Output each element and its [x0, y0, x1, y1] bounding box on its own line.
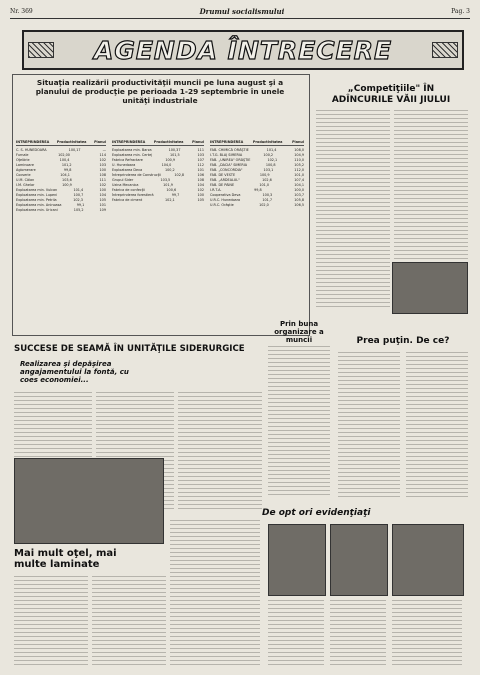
portrait-text-1	[268, 600, 324, 666]
table-cell-value: 100,4	[59, 158, 70, 162]
table-cell-value: 112,0	[294, 168, 304, 172]
table-cell-value: 100	[99, 168, 106, 172]
table-cell-value: 100,9	[62, 183, 72, 187]
table-cell-value: 107,4	[294, 178, 304, 182]
table-cell-value: 102,3	[73, 198, 83, 202]
table-cell-value: 101	[99, 203, 106, 207]
table-cell-value: 112	[197, 163, 204, 167]
concurs-headline: „Competiţiile" ÎN ADÎNCURILE VĂII JIULUI	[331, 84, 451, 105]
table-cell-value: 102,1	[267, 158, 278, 162]
portrait-text-3	[392, 600, 462, 666]
table-cell-value: 104,0	[161, 163, 172, 167]
newspaper-title: Drumul socialismului	[199, 6, 285, 16]
table-cell-name: Fabrica Refractare	[112, 158, 143, 162]
table-cell-name: U.M. Călan	[16, 178, 35, 182]
table-cell-value: 101,2	[61, 163, 72, 167]
table-cell-name: Exploatarea min. Certej	[112, 153, 153, 157]
table-header	[112, 140, 204, 146]
table-cell-name: FAB. „UNIREA" ORĂŞTIE	[210, 158, 251, 162]
agenda-banner	[22, 30, 464, 70]
page-header	[10, 6, 470, 16]
table-cell-name: I.M. Ghelar	[16, 183, 35, 187]
table-cell-value: 103,7	[294, 193, 304, 197]
table-header-cell: INTREPRINDEREA	[210, 140, 244, 144]
table-cell-value: 102,1	[165, 198, 175, 202]
otel-headline: Mai mult oţel, mai multe laminate	[14, 548, 117, 570]
table-cell-value: 102,00	[58, 153, 70, 157]
prea-text-2	[406, 352, 468, 500]
table-cell-name: I.R.T.A.	[210, 188, 222, 192]
table-cell-name: Fabrica de ciment	[112, 198, 143, 202]
table-cell-value: 111	[197, 148, 204, 152]
table-cell-name: Exploatarea min. Lupeni	[16, 193, 58, 197]
table-cell-name: FAB. DE VESTE	[210, 173, 236, 177]
table-cell-value: 104,1	[294, 183, 304, 187]
table-cell-name: FAB. „DACIA" SIMERIA	[210, 163, 248, 167]
otel-text-2	[92, 576, 166, 668]
table-cell-value: 100,8	[265, 163, 276, 167]
table-header-cell: INTREPRINDEREA	[112, 140, 146, 144]
table-cell-value: 102	[197, 188, 204, 192]
table-cell-value: 114	[99, 153, 106, 157]
table-cell-name: FAB. „CONCORDIA"	[210, 168, 243, 172]
table-cell-name: Exploatarea Deva	[112, 168, 143, 172]
concurs-text-1	[316, 110, 390, 310]
table-cell-name: Cooperativa Deva	[210, 193, 241, 197]
table-cell-value: 106	[197, 173, 204, 177]
table-cell-value: 105,2	[294, 163, 304, 167]
table-cell-name: Întreprinderea de Construcţii	[112, 173, 161, 177]
banner-deco-right	[432, 42, 458, 58]
table-cell-value: 104,1	[60, 173, 70, 177]
portrait-text-2	[330, 600, 386, 666]
table-cell-value: 106,5	[294, 203, 304, 207]
prea-text-1	[338, 352, 400, 500]
table-cell-value: 99,8	[254, 188, 262, 192]
table-cell-value: 105	[197, 198, 204, 202]
prea-headline: Prea puţin. De ce?	[356, 336, 450, 346]
table-cell-value: 100,2	[164, 168, 175, 172]
table-header	[16, 140, 106, 146]
table-cell-value: 104	[197, 183, 204, 187]
table-cell-value: 99,1	[76, 203, 85, 207]
table-cell-name: Aglomerare	[16, 168, 36, 172]
table-cell-name: I.T.G. BLAJ SIMERIA	[210, 153, 243, 157]
table-cell-name: Oţelărie	[16, 158, 30, 162]
table-cell-name: Fabrica de confecţii	[112, 188, 145, 192]
table-cell-value: 100	[99, 188, 106, 192]
table-header-cell: Planul	[94, 140, 106, 144]
table-cell-name: Furnale	[16, 153, 29, 157]
sider-photo	[14, 458, 164, 544]
table-header	[210, 140, 304, 146]
table-cell-name: Laminoare	[16, 163, 34, 167]
table-cell-value: 100	[197, 193, 204, 197]
table-cell-value: 101	[197, 168, 204, 172]
table-cell-value: 110,0	[294, 158, 304, 162]
table-cell-value: 103,5	[160, 178, 171, 182]
table-cell-name: U.R.C. Hunedoara	[210, 198, 241, 202]
table-cell-name: Uzina Mecanica	[112, 183, 139, 187]
header-rule	[10, 18, 470, 19]
page-number: Pag. 3	[451, 7, 470, 15]
table-cell-value: 101,0	[259, 183, 270, 187]
sider-headline: SUCCESE DE SEAMĂ ÎN UNITĂŢILE SIDERURGICE	[14, 344, 245, 354]
prin-text	[268, 346, 330, 496]
otel-text-1	[14, 576, 88, 668]
table-header-cell: Productivitatea	[56, 140, 87, 144]
table-cell-value: 107	[197, 158, 204, 162]
table-cell-value: 102,8	[174, 173, 185, 177]
table-cell-value: 109	[99, 208, 106, 212]
situation-table-col2	[112, 140, 204, 203]
table-cell-value: 108	[197, 178, 204, 182]
table-cell-value: 108	[99, 173, 106, 177]
table-cell-name: FAB. „ARDEALUL"	[210, 178, 240, 182]
table-cell-value: 101,4	[266, 148, 277, 152]
table-cell-name: Exploatarea min. Barza	[112, 148, 152, 152]
table-cell-name: U. Hunedoara	[112, 163, 136, 167]
table-cell-name: FAB. CHIMICĂ ORĂŞTIE	[210, 148, 249, 152]
table-cell-name: Exploatarea min. Uricani	[16, 208, 58, 212]
table-header-cell: Planul	[192, 140, 204, 144]
table-cell-value: 103	[99, 163, 106, 167]
issue-number: Nr. 369	[10, 7, 33, 15]
table-cell-value: 104	[99, 193, 106, 197]
table-cell-name: Cocserie	[16, 173, 31, 177]
table-cell-value: 100,9	[259, 173, 270, 177]
table-cell-value: 101,9	[163, 183, 173, 187]
table-header-cell: Planul	[292, 140, 304, 144]
table-cell-value: 102,0	[259, 203, 269, 207]
table-header-cell: INTREPRINDEREA	[16, 140, 50, 144]
table-row	[112, 198, 204, 203]
situation-title: Situaţia realizării productivităţii muncii pe luna august şi a planului de producţie pe perioada 1-29 septembrie în unele unităţi industriale	[35, 78, 285, 105]
table-row	[210, 203, 304, 208]
table-cell-value: 104,9	[294, 153, 304, 157]
table-cell-name: Exploatarea min. Aninoasa	[16, 203, 62, 207]
situation-table-col1	[16, 140, 106, 213]
table-cell-value: 101,0	[294, 173, 304, 177]
table-cell-value: 105,2	[73, 208, 84, 212]
portrait-1	[268, 524, 326, 596]
table-cell-name: C. S. HUNEDOARA	[16, 148, 47, 152]
portrait-3	[392, 524, 464, 596]
table-cell-value: 101,4	[73, 188, 84, 192]
table-cell-name: Întreprinderea forestieră	[112, 193, 154, 197]
prin-headline: Prin buna organizare a muncii	[274, 320, 324, 344]
table-header-cell: Productivitatea	[153, 140, 184, 144]
table-cell-value: 108,0	[294, 148, 304, 152]
table-cell-value: 100,2	[263, 153, 274, 157]
table-cell-value: 102	[99, 183, 106, 187]
table-cell-value: 100,6	[166, 188, 177, 192]
sider-subheadline: Realizarea şi depăşirea angajamentului la fontă, cu coes economiei...	[20, 360, 129, 384]
table-cell-value: 102	[99, 158, 106, 162]
table-cell-value: 103,6	[62, 178, 72, 182]
table-cell-value: 100,37	[168, 148, 181, 152]
table-cell-value: 101,7	[262, 198, 273, 202]
table-cell-name: U.R.C. Orăştie	[210, 203, 234, 207]
table-cell-value: 100,0	[294, 188, 304, 192]
table-cell-value: 102,6	[262, 178, 272, 182]
table-cell-value: 100,17	[68, 148, 81, 152]
table-cell-value: 103	[197, 153, 204, 157]
banner-title: AGENDA ÎNTRECERE	[93, 35, 393, 65]
table-cell-value: 101,5	[169, 153, 180, 157]
concurs-photo	[392, 262, 468, 314]
table-row	[16, 208, 106, 213]
table-cell-value: 100,7	[73, 193, 84, 197]
table-cell-name: Exploatarea min. Petrila	[16, 198, 57, 202]
table-cell-value: 100,9	[165, 158, 176, 162]
table-header-cell: Productivitatea	[252, 140, 283, 144]
table-cell-value: 105	[99, 198, 106, 202]
table-cell-name: Grupul Sider	[112, 178, 134, 182]
portrait-2	[330, 524, 388, 596]
table-cell-value: 99,7	[171, 193, 180, 197]
table-cell-value: —	[102, 148, 106, 152]
table-cell-value: 105,8	[294, 198, 304, 202]
situation-table-col3	[210, 140, 304, 208]
table-cell-value: 100,3	[262, 193, 273, 197]
banner-deco-left	[28, 42, 54, 58]
table-cell-value: 103,1	[263, 168, 274, 172]
table-cell-value: 99,8	[63, 168, 72, 172]
table-cell-name: FAB. DE PÂINE	[210, 183, 235, 187]
sider-text-3	[178, 392, 262, 512]
otel-text-3	[170, 520, 260, 668]
table-cell-name: Exploatarea min. Vulcan	[16, 188, 58, 192]
evidentiati-headline: De opt ori evidenţiaţi	[262, 508, 371, 518]
table-cell-value: 111	[99, 178, 106, 182]
